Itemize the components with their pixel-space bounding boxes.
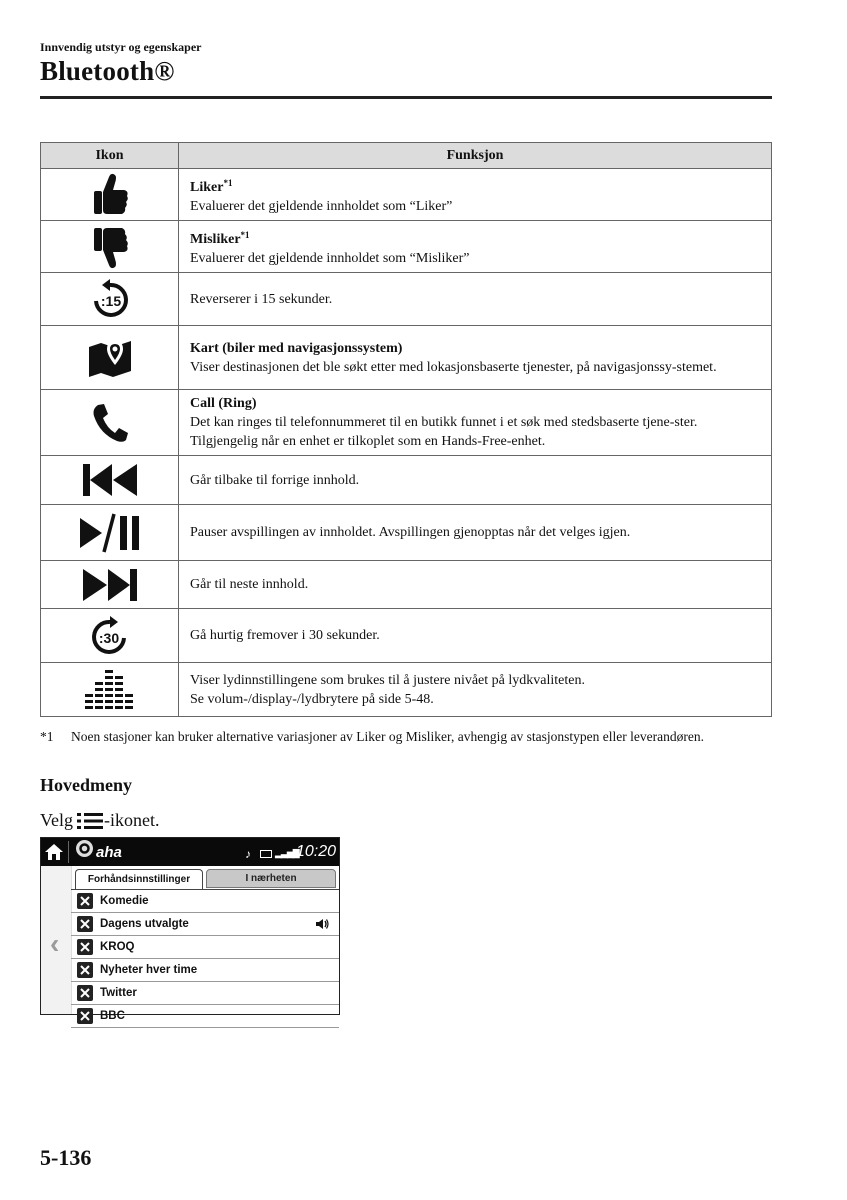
station-icon (77, 916, 93, 932)
battery-icon (260, 850, 272, 858)
row-description: Viser lydinnstillingene som brukes til å justere nivået på lydkvaliteten. (190, 672, 585, 688)
next-track-icon (81, 567, 139, 603)
speaker-icon (315, 918, 329, 930)
tab-nearby[interactable]: I nærheten (206, 869, 336, 888)
row-description: Evaluerer det gjeldende innholdet som “Misliker” (190, 250, 470, 266)
subsection-title: Hovedmeny (40, 775, 132, 795)
list-item[interactable] (71, 1005, 339, 1028)
row-description: Evaluerer det gjeldende innholdet som “Liker” (190, 198, 453, 214)
row-title: Liker (190, 179, 224, 195)
aha-logo-icon (76, 840, 93, 857)
table-row (41, 326, 772, 390)
table-row (41, 609, 772, 663)
previous-track-icon (81, 462, 139, 498)
table-row (41, 663, 772, 717)
footnote-ref: *1 (240, 229, 250, 240)
row-description: Gå hurtig fremover i 30 sekunder. (190, 628, 380, 643)
footnote-text: Noen stasjoner kan bruker alternative variasjoner av Liker og Misliker, avhengig av stasjonstypen eller leverandøren. (71, 729, 704, 744)
rewind-15-label: :15 (100, 293, 121, 309)
table-row (41, 169, 772, 221)
footnote-ref: *1 (223, 177, 233, 188)
row-description: Går til neste innhold. (190, 577, 309, 592)
signal-icon: ▂▃▅▇ (275, 848, 299, 858)
status-bar (41, 838, 339, 866)
list-item[interactable] (71, 936, 339, 959)
instruction (40, 810, 160, 831)
footnote-mark: *1 (40, 729, 54, 744)
thumbs-up-icon (90, 173, 130, 217)
station-icon (77, 985, 93, 1001)
page-number: 5-136 (40, 1145, 92, 1170)
station-icon (77, 1008, 93, 1024)
aha-screen (40, 837, 340, 1022)
rewind-15-icon (90, 279, 130, 319)
app-name: aha (96, 844, 122, 861)
forward-30-icon (90, 616, 130, 656)
table-row (41, 456, 772, 505)
music-note-icon: ♪ (245, 847, 251, 861)
station-icon (77, 962, 93, 978)
station-label: Dagens utvalgte (100, 918, 189, 930)
status-divider (68, 841, 69, 863)
table-row (41, 505, 772, 561)
station-label: KROQ (100, 941, 135, 953)
function-table (40, 142, 772, 717)
list-item[interactable] (71, 890, 339, 913)
home-icon[interactable] (43, 841, 65, 863)
row-description: Reverserer i 15 sekunder. (190, 291, 333, 307)
table-row (41, 561, 772, 609)
section-label: Innvendig utstyr og egenskaper (40, 40, 202, 54)
row-title: Call (Ring) (190, 396, 257, 411)
col-header-function: Funksjon (179, 143, 772, 169)
row-description-2: Se volum-/display-/lydbrytere på side 5-48. (190, 691, 434, 707)
play-pause-icon (78, 512, 142, 554)
page-title: Bluetooth® (40, 56, 175, 86)
instruction-before: Velg (40, 810, 73, 830)
row-description: Går tilbake til forrige innhold. (190, 472, 360, 488)
station-list (71, 890, 339, 1028)
col-header-icon: Ikon (41, 143, 179, 169)
instruction-after: -ikonet. (104, 810, 160, 830)
chevron-left-icon[interactable]: ‹ (50, 928, 60, 959)
tab-bar (71, 866, 339, 890)
table-row (41, 221, 772, 273)
station-label: Nyheter hver time (100, 964, 198, 976)
back-panel[interactable] (41, 866, 72, 1014)
forward-30-label: :30 (98, 629, 119, 646)
station-icon (77, 893, 93, 909)
station-label: Komedie (100, 895, 149, 907)
row-title: Kart (biler med navigasjonssystem) (190, 340, 403, 356)
row-description: Pauser avspillingen av innholdet. Avspillingen gjenopptas når det velges igjen. (190, 525, 631, 540)
station-icon (77, 939, 93, 955)
table-header-row (41, 143, 772, 169)
title-rule (40, 96, 772, 99)
table-row (41, 273, 772, 326)
row-title: Misliker (190, 231, 241, 247)
list-item[interactable] (71, 959, 339, 982)
row-description: Det kan ringes til telefonnummeret til en butikk funnet i et søk med stedsbaserte tjene-ster. Tilgjengelig når en enhet er tilkoplet som en Hands-Free-enhet. (190, 415, 698, 449)
equalizer-icon (85, 668, 135, 712)
table-row (41, 390, 772, 456)
clock: 10:20 (296, 843, 337, 860)
map-pin-icon (87, 337, 133, 379)
list-item[interactable] (71, 982, 339, 1005)
phone-icon (90, 402, 130, 444)
list-item[interactable] (71, 913, 339, 936)
row-description: Viser destinasjonen det ble søkt etter med lokasjonsbaserte tjenester, på navigasjonssy-stemet. (190, 359, 717, 375)
list-icon (77, 812, 103, 830)
station-label: BBC (100, 1010, 125, 1022)
thumbs-down-icon (90, 225, 130, 269)
tab-presets[interactable]: Forhåndsinnstillinger (75, 869, 203, 890)
station-label: Twitter (100, 987, 137, 999)
